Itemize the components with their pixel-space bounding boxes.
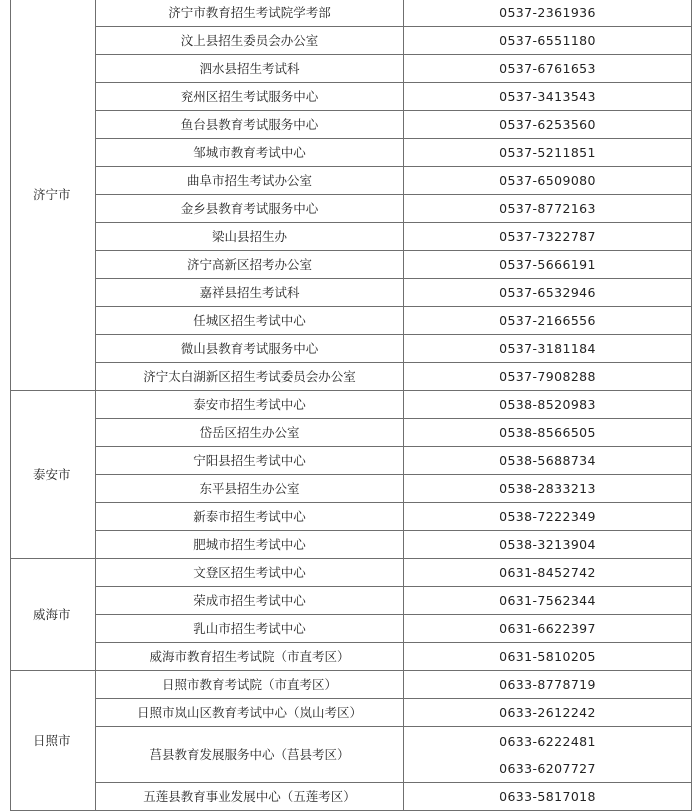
table-row (11, 447, 692, 475)
table-row (11, 615, 692, 643)
organization-cell: 任城区招生考试中心 (96, 307, 404, 335)
organization-cell: 乳山市招生考试中心 (96, 615, 404, 643)
organization-cell: 宁阳县招生考试中心 (96, 447, 404, 475)
organization-cell: 莒县教育发展服务中心（莒县考区） (96, 727, 404, 783)
table-row (11, 699, 692, 727)
phone-cell (404, 727, 692, 783)
phone-cell: 0631-6622397 (404, 615, 692, 643)
organization-cell: 汶上县招生委员会办公室 (96, 27, 404, 55)
organization-cell: 济宁高新区招考办公室 (96, 251, 404, 279)
phone-cell: 0538-8566505 (404, 419, 692, 447)
organization-cell: 金乡县教育考试服务中心 (96, 195, 404, 223)
table-row (11, 783, 692, 811)
organization-cell: 泗水县招生考试科 (96, 55, 404, 83)
organization-cell: 泰安市招生考试中心 (96, 391, 404, 419)
table-row (11, 475, 692, 503)
table-row (11, 251, 692, 279)
organization-cell: 东平县招生办公室 (96, 475, 404, 503)
table-row (11, 111, 692, 139)
organization-cell: 微山县教育考试服务中心 (96, 335, 404, 363)
phone-cell: 0537-2361936 (404, 0, 692, 27)
phone-cell: 0537-6509080 (404, 167, 692, 195)
table-row (11, 167, 692, 195)
city-cell: 泰安市 (11, 391, 96, 559)
phone-cell: 0537-6532946 (404, 279, 692, 307)
phone-number: 0633-6222481 (499, 733, 596, 749)
phone-number: 0633-6207727 (499, 760, 596, 776)
phone-cell: 0538-8520983 (404, 391, 692, 419)
table-row (11, 391, 692, 419)
phone-cell: 0537-7908288 (404, 363, 692, 391)
phone-cell: 0537-3181184 (404, 335, 692, 363)
phone-cell: 0538-7222349 (404, 503, 692, 531)
city-cell: 威海市 (11, 559, 96, 671)
phone-cell: 0538-3213904 (404, 531, 692, 559)
table-row (11, 307, 692, 335)
organization-cell: 曲阜市招生考试办公室 (96, 167, 404, 195)
organization-cell: 邹城市教育考试中心 (96, 139, 404, 167)
phone-cell: 0633-5817018 (404, 783, 692, 811)
table-row (11, 55, 692, 83)
table-row (11, 587, 692, 615)
table-row (11, 727, 692, 783)
organization-cell: 兖州区招生考试服务中心 (96, 83, 404, 111)
organization-cell: 威海市教育招生考试院（市直考区） (96, 643, 404, 671)
phone-cell: 0537-5211851 (404, 139, 692, 167)
table-row (11, 419, 692, 447)
table-row (11, 27, 692, 55)
phone-cell: 0538-5688734 (404, 447, 692, 475)
organization-cell: 日照市教育考试院（市直考区） (96, 671, 404, 699)
table-row (11, 363, 692, 391)
organization-cell: 肥城市招生考试中心 (96, 531, 404, 559)
phone-cell: 0537-3413543 (404, 83, 692, 111)
organization-cell: 鱼台县教育考试服务中心 (96, 111, 404, 139)
phone-cell: 0537-6761653 (404, 55, 692, 83)
organization-cell: 文登区招生考试中心 (96, 559, 404, 587)
phone-cell: 0537-6253560 (404, 111, 692, 139)
phone-cell: 0633-2612242 (404, 699, 692, 727)
phone-cell: 0537-5666191 (404, 251, 692, 279)
phone-cell: 0631-5810205 (404, 643, 692, 671)
table-row (11, 335, 692, 363)
table-row (11, 559, 692, 587)
table-row (11, 83, 692, 111)
contact-table-body (11, 0, 692, 811)
organization-cell: 梁山县招生办 (96, 223, 404, 251)
table-row (11, 139, 692, 167)
city-cell: 日照市 (11, 671, 96, 811)
contact-table (10, 0, 692, 811)
organization-cell: 荣成市招生考试中心 (96, 587, 404, 615)
table-row (11, 279, 692, 307)
phone-cell: 0633-8778719 (404, 671, 692, 699)
organization-cell: 新泰市招生考试中心 (96, 503, 404, 531)
organization-cell: 济宁太白湖新区招生考试委员会办公室 (96, 363, 404, 391)
phone-cell: 0537-6551180 (404, 27, 692, 55)
table-row (11, 503, 692, 531)
table-row (11, 223, 692, 251)
phone-cell: 0631-7562344 (404, 587, 692, 615)
phone-cell: 0538-2833213 (404, 475, 692, 503)
phone-cell: 0631-8452742 (404, 559, 692, 587)
organization-cell: 岱岳区招生办公室 (96, 419, 404, 447)
table-row (11, 671, 692, 699)
table-row (11, 0, 692, 27)
phone-cell: 0537-7322787 (404, 223, 692, 251)
table-row (11, 643, 692, 671)
phone-cell: 0537-8772163 (404, 195, 692, 223)
organization-cell: 济宁市教育招生考试院学考部 (96, 0, 404, 27)
city-cell: 济宁市 (11, 0, 96, 391)
organization-cell: 五莲县教育事业发展中心（五莲考区） (96, 783, 404, 811)
organization-cell: 嘉祥县招生考试科 (96, 279, 404, 307)
phone-cell: 0537-2166556 (404, 307, 692, 335)
table-row (11, 531, 692, 559)
organization-cell: 日照市岚山区教育考试中心（岚山考区） (96, 699, 404, 727)
table-row (11, 195, 692, 223)
